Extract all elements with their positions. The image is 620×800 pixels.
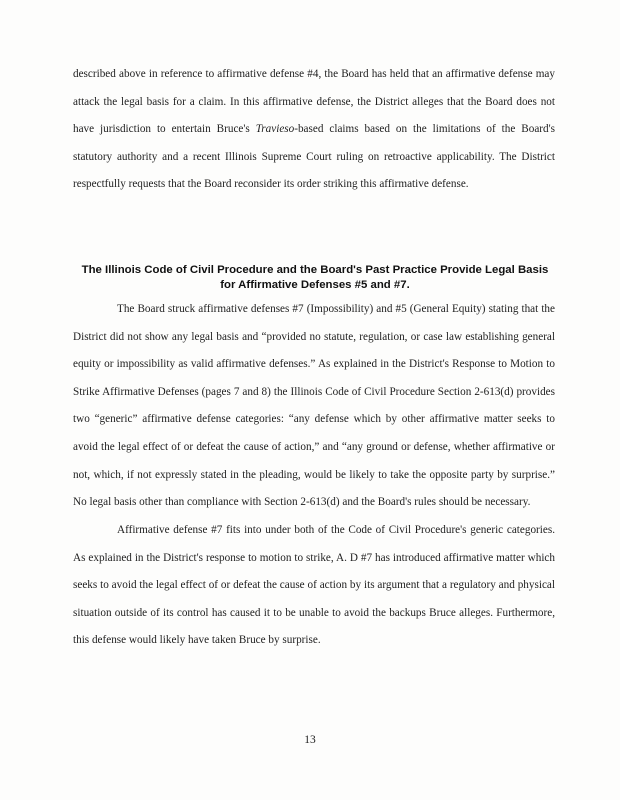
page-number: 13 (304, 734, 316, 746)
paragraph-defense-7: Affirmative defense #7 fits into under both of the Code of Civil Procedure's generic categories. As explained in the District's response to motion to strike, A. D #7 has introduced affirmative matter which seeks to avoid the legal effect of or defeat the cause of action by its argument that a regulatory and physical situation outside of its control has caused it to be unable to avoid the backups Bruce alleges. Furthermore, this defense would likely have taken Bruce by surprise. (73, 524, 555, 647)
section-heading: The Illinois Code of Civil Procedure and the Board's Past Practice Provide Legal Basis for Affirmative Defenses #5 and #7. (81, 264, 549, 291)
paragraph-affirmative-defense-4 (73, 61, 555, 199)
case-name-italic: Travieso (255, 123, 295, 136)
paragraph-struck-defenses: The Board struck affirmative defenses #7 (Impossibility) and #5 (General Equity) stating that the District did not show any legal basis and “provided no statute, regulation, or case law establishing general equity or impossibility as valid affirmative defenses.” As explained in the District's Response to Motion to Strike Affirmative Defenses (pages 7 and 8) the Illinois Code of Civil Procedure Section 2-613(d) provides two “generic” affirmative defense categories: “any defense which by other affirmative matter seeks to avoid the legal effect of or defeat the cause of action,” and “any ground or defense, whether affirmative or not, which, if not expressly stated in the pleading, would be likely to take the opposite party by surprise.” No legal basis other than compliance with Section 2-613(d) and the Board's rules should be necessary. (73, 303, 555, 509)
paragraph-text: described above in reference to affirmative defense #4, the Board has held that an affirmative defense may attack the legal basis for a claim. In this affirmative defense, the District alleges that the Board does not have jurisdiction to entertain Bruce's (73, 68, 555, 136)
paragraph-text-continued: -based claims based on the limitations of the Board's statutory authority and a recent Illinois Supreme Court ruling on retroactive applicability. The District respectfully requests that the Board reconsider its order striking this affirmative defense. (73, 123, 555, 191)
